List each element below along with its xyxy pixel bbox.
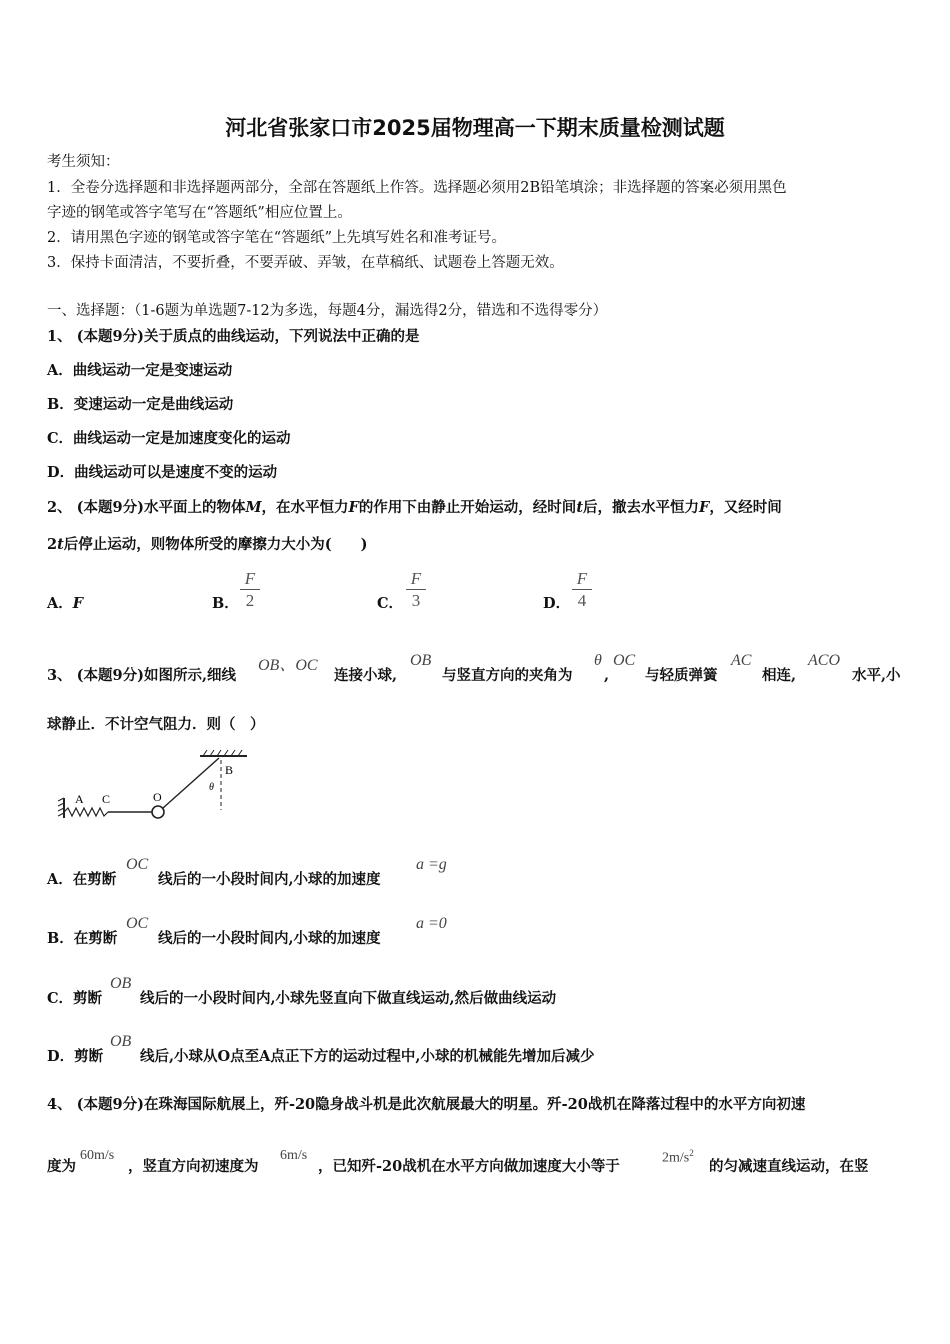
q3-figure [55, 748, 255, 824]
q3-stem-p7: 水平,小 [852, 667, 901, 684]
q3-option-a-pre: A．在剪断 [47, 871, 117, 888]
q3-math-ob: OB [410, 652, 432, 669]
notice-item-2: 2．请用黑色字迹的钢笔或答字笔在“答题纸”上先填写姓名和准考证号。 [47, 230, 507, 246]
q3-option-d-text: 线后,小球从O点至A点正下方的运动过程中,小球的机械能先增加后减少 [140, 1048, 595, 1065]
q4-velocity-horizontal: 60m/s [80, 1148, 115, 1163]
q3-option-d-math-ob: OB [110, 1033, 132, 1050]
notice-item-3: 3．保持卡面清洁，不要折叠，不要弄破、弄皱，在草稿纸、试题卷上答题无效。 [47, 255, 564, 271]
label-c: C [102, 792, 111, 806]
wall-support [58, 798, 64, 818]
ball-o [152, 806, 164, 818]
q4-stem-p2: ，竖直方向初速度为 [128, 1158, 259, 1175]
q2-option-d-label: D． [543, 595, 571, 612]
q2-option-a: A．F [47, 595, 84, 612]
q2-option-c-fraction: F 3 [406, 569, 426, 610]
q4-acceleration: $2m/s^2$ [662, 1148, 694, 1166]
q3-option-a-text: 线后的一小段时间内,小球的加速度 [158, 871, 381, 888]
q2-option-d-fraction: F 4 [572, 569, 592, 610]
q2-option-b-fraction: F 2 [240, 569, 260, 610]
q3-option-a-math-oc: OC [126, 856, 149, 873]
q1-option-a: A．曲线运动一定是变速运动 [47, 362, 233, 379]
q3-stem-p5: 与轻质弹簧 [645, 667, 718, 684]
notice-heading: 考生须知： [47, 154, 120, 170]
q1-option-c: C．曲线运动一定是加速度变化的运动 [47, 430, 291, 447]
q3-stem-p6: 相连, [762, 667, 797, 684]
label-o: O [153, 790, 162, 804]
q3-stem-p1: 3、 (本题9分)如图所示,细线 [47, 667, 236, 684]
q1-option-d: D．曲线运动可以是速度不变的运动 [47, 464, 278, 481]
label-theta: θ [209, 782, 214, 793]
q2-stem-line-1: 2、 (本题9分)水平面上的物体M，在水平恒力F的作用下由静止开始运动，经时间t后，撤去水平恒力F，又经时间 [47, 499, 782, 516]
label-a: A [75, 792, 84, 806]
q3-math-theta: θ [594, 652, 602, 669]
q3-math-aco: ACO [808, 652, 840, 669]
q3-option-b-equation: a =0 [416, 915, 447, 932]
q3-stem-p2: 连接小球, [334, 667, 398, 684]
q3-option-c-text: 线后的一小段时间内,小球先竖直向下做直线运动,然后做曲线运动 [140, 990, 557, 1007]
section-heading: 一、选择题：（1-6题为单选题7-12为多选，每题4分，漏选得2分，错选和不选得零分） [47, 303, 608, 319]
q4-stem-p4: 的匀减速直线运动，在竖 [709, 1158, 869, 1175]
q2-option-c-label: C． [377, 595, 404, 612]
q3-math-ob-oc: OB、OC [258, 657, 318, 674]
q4-velocity-vertical: 6m/s [280, 1148, 308, 1163]
notice-item-1-line-1: 1．全卷分选择题和非选择题两部分，全部在答题纸上作答。选择题必须用2B铅笔填涂；非选择题的答案必须用黑色 [47, 180, 787, 196]
spring [64, 808, 108, 816]
q3-option-b-math-oc: OC [126, 915, 149, 932]
q3-option-b-text: 线后的一小段时间内,小球的加速度 [158, 930, 381, 947]
q2-stem-line-2: 2t后停止运动，则物体所受的摩擦力大小为( ) [47, 536, 368, 553]
notice-item-1-line-2: 字迹的钢笔或答字笔写在“答题纸”相应位置上。 [47, 205, 352, 221]
q1-option-b: B．变速运动一定是曲线运动 [47, 396, 234, 413]
q3-option-d-pre: D．剪断 [47, 1048, 104, 1065]
q1-stem: 1、 (本题9分)关于质点的曲线运动，下列说法中正确的是 [47, 328, 420, 345]
q3-math-oc: OC [613, 652, 636, 669]
q3-stem-p4: , [604, 667, 610, 684]
q4-stem-line-1: 4、 (本题9分)在珠海国际航展上，歼-20隐身战斗机是此次航展最大的明星。歼-20战机在降落过程中的水平方向初速 [47, 1096, 806, 1113]
q3-math-ac: AC [731, 652, 752, 669]
label-b: B [225, 763, 234, 777]
q4-stem-p1: 度为 [47, 1158, 76, 1175]
q3-stem-p3: 与竖直方向的夹角为 [442, 667, 573, 684]
q3-stem-line-2: 球静止．不计空气阻力．则（ ） [47, 716, 265, 733]
q3-option-c-pre: C．剪断 [47, 990, 103, 1007]
q3-option-b-pre: B．在剪断 [47, 930, 118, 947]
q3-option-a-equation: a =g [416, 856, 447, 873]
q2-option-b-label: B． [212, 595, 239, 612]
ceiling-support [200, 750, 247, 756]
q4-stem-p3: ，已知歼-20战机在水平方向做加速度大小等于 [318, 1158, 620, 1175]
page-title: 河北省张家口市2025届物理高一下期末质量检测试题 [225, 116, 725, 140]
q3-option-c-math-ob: OB [110, 975, 132, 992]
